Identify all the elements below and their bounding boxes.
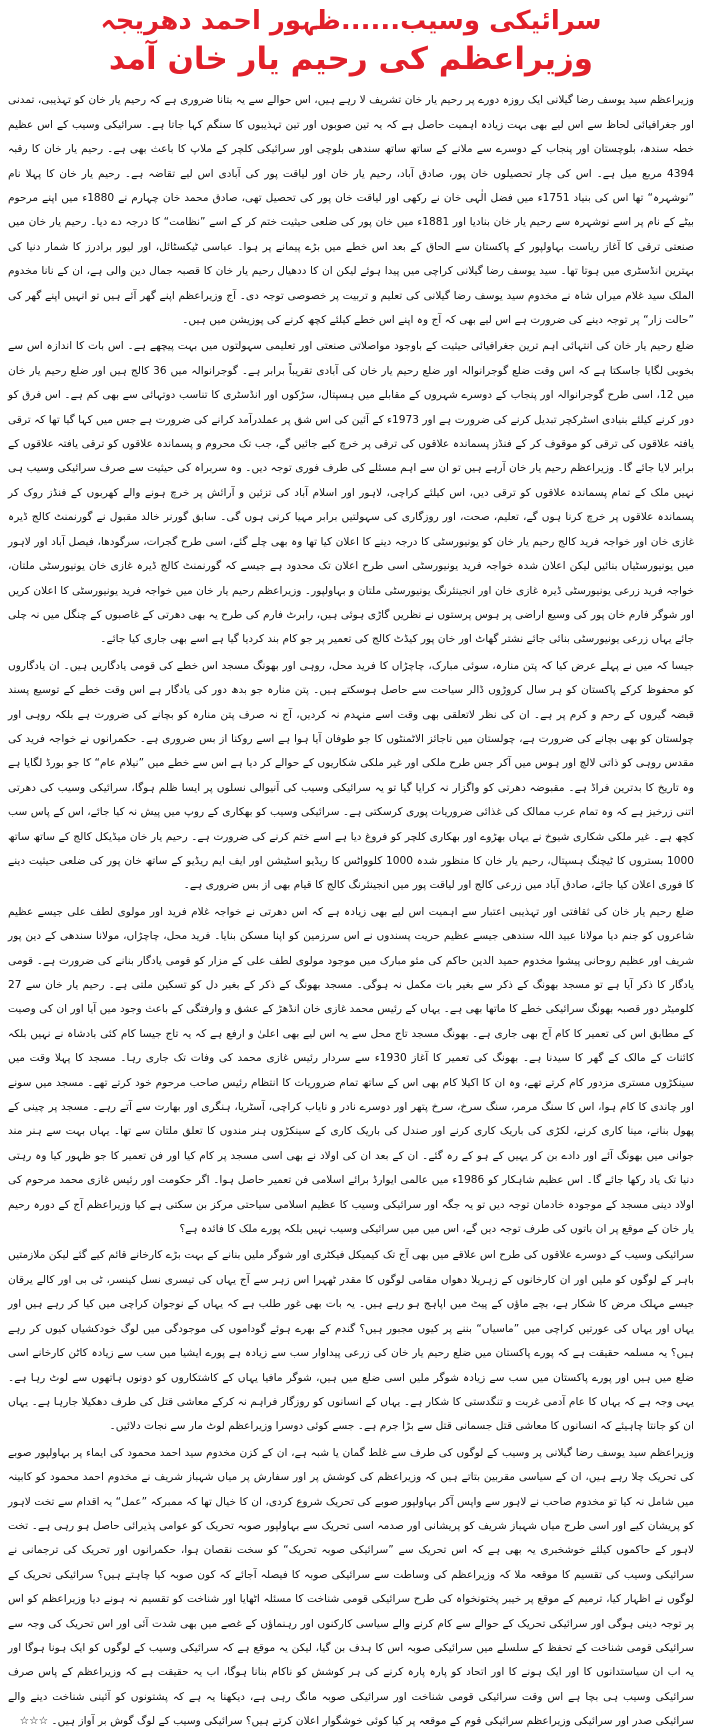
paragraph: وزیراعظم سید یوسف رضا گیلانی پر وسیب کے لوگوں کی طرف سے غلط گمان یا شبہ ہے، ان کے کزن مخدوم سید احمد محمود کی ایماء پر بہاولپور صوبے کی تحریک چلا رہے ہیں، ان کے سیاسی مقربین بتاتے ہیں کہ وزیراعظم کی کوشش پر اور سفارش پر میاں شہباز شریف نے مخدوم احمد محمود کو کابینہ میں شامل نہ کیا تو مخدوم صاحب نے لاہور سے واپس آکر بہاولپور صوبے کی تحریک شروع کردی، ان کا خیال تھا کہ ممبرکہ ”عمل“ یہ اقدام سے تخت لاہور کو پریشان کیے اور اسی طرح میاں شہباز شریف کو پریشانی اور صدمہ اسی تحریک سے بہاولپور صوبہ تحریک کو عوامی پذیرائی حاصل ہو رہی ہے۔ تخت لاہور کے حاکموں کیلئے خوشخبری یہ بھی ہے کہ اس تحریک سے ”سرائیکی صوبہ تحریک“ کو سخت نقصان ہوا، حکمرانوں اور تحریک کی ترجمانی نے سرائیکی وسیب کی تقسیم کا موقعہ ملا کہ وزیراعظم کی وساطت سے سرائیکی صوبہ کا فیصلہ آجائے کہ کون صوبہ کیا چاہتے ہیں؟ سرائیکی تحریک کے لوگوں نے اظہار کیا، ترمیم کے موقع پر خیبر پختونخواہ کی طرح سرائیکی قومی شناخت کا مسئلہ اٹھایا اور شناخت کو تقسیم نہ ہونے دیا وزیراعظم کو اس پر توجہ دینی ہوگی اور سرائیکی تحریک کے حوالے سے کام کرنے والے سیاسی کارکنوں اور رہنماؤں کے غصے میں بھی شدت آئی اور اس تحریک کی وجہ سے سرائیکی قومی شناخت کے تحفظ کے سلسلے میں سرائیکی صوبہ اس کا ہدف بن گیا، لیکن یہ موقع ہے کہ سرائیکی وسیب کے لوگوں کو ایک ہونا ہوگا اور یہ اب ان سیاستدانوں کا اور ایک ہونے کا اور اتحاد کو پارہ پارہ کرنے کی ہر کوشش کو ناکام بنانا ہوگا، اب یہ حقیقت ہے کہ وزیراعظم کے پاس صرف سرائیکی وسیب ہی بچا ہے اس وقت سرائیکی قومی شناخت اور سرائیکی صوبہ مانگ رہی ہے، دیکھنا یہ ہے کہ پشتونوں کو آئینی شناخت دینے والے سرائیکی صدر اور سرائیکی وزیراعظم سرائیکی قوم کے موقعہ پر کیا کوئی خوشگوار اعلان کرتے ہیں؟ سرائیکی وسیب کے لوگ گوش بر آواز ہیں۔ ☆☆☆	[8, 1446, 694, 1728]
paragraph: جیسا کہ میں نے پہلے عرض کیا کہ پتن منارہ، سوئی مبارک، چاچڑاں کا فرید محل، روہی اور بھونگ مسجد اس خطے کی قومی یادگاریں ہیں۔ ان یادگاروں کو محفوظ کرکے پاکستان کو ہر سال کروڑوں ڈالر سیاحت سے حاصل ہوسکتے ہیں۔ پتن منارہ جو بدھ دور کی یادگار ہے اس وقت خطے کے توسیع پسند قبضہ گیروں کے رحم و کرم پر ہے۔ ان کی نظر لاتعلقی بھی وقت اسے منہدم نہ کردیں، آج نہ صرف پتن منارہ کو بچانے کی ضرورت ہے بلکہ روہی اور چولستان کو بھی بچانے کی ضرورت ہے، چولستان میں ناجائز الاٹمنٹوں کا جو طوفان آیا ہوا ہے اسے روکنا از بس ضروری ہے۔ حکمرانوں نے خواجہ فرید کی مقدس روہی کو ذاتی لالچ اور ہوس میں آکر جس طرح ملکی اور غیر ملکی شکاریوں کے حوالے کر دیا ہے اس سے خطے میں ”نیلام عام“ کا جو بورڈ لگایا ہے وہ تاریخ کا بدترین فراڈ ہے۔ مقبوضہ دھرتی کو واگزار نہ کرایا گیا تو یہ سرائیکی وسیب کی آنیوالی نسلوں پر ایسا ظلم ہوگا، سرائیکی وسیب کی دھرتی اتنی زرخیز ہے کہ وہ تمام عرب ممالک کی غذائی ضروریات پوری کرسکتی ہے۔ سرائیکی وسیب کو بھکاری کے روپ میں پیش نہ کیا جائے، اس کے پاس سب کچھ ہے۔ غیر ملکی شکاری شیوخ نے یہاں بھڑوے اور بھکاری کلچر کو فروغ دیا ہے اسے ختم کرنے کی ضرورت ہے۔ رحیم یار خان میڈیکل کالج کے ساتھ ساتھ 1000 بستروں کا ٹیچنگ ہسپتال، رحیم یار خان کا منظور شدہ 1000 کلوواٹس کا ریڈیو اسٹیشن اور ایف ایم ریڈیو کے ساتھ خان پور کی ضلعی حیثیت دینے کا فوری اعلان کیا جائے، صادق آباد میں زرعی کالج اور لیاقت پور میں انجینئرنگ کالج کا قیام بھی از بس ضروری ہے۔	[8, 659, 694, 892]
article-title: وزیراعظم کی رحیم یار خان آمد	[108, 41, 594, 78]
paragraph: وزیراعظم سید یوسف رضا گیلانی ایک روزہ دورے پر رحیم یار خان تشریف لا رہے ہیں، اس حوالے سے یہ بتانا ضروری ہے کہ رحیم یار خان کو تہذیبی، تمدنی اور جغرافیائی لحاظ سے اس لیے بھی بہت زیادہ اہمیت حاصل ہے کہ یہ تین صوبوں اور تین تہذیبوں کا سنگم کہا جاتا ہے۔ سرائیکی وسیب کے اس عظیم خطہ سندھ، بلوچستان اور پنجاب کے دوسرے سے ملانے کے ساتھ ساتھ سندھی بلوچی اور سرائیکی کلچر کے ملاپ کا باعث بھی ہے۔ رحیم یار خان کا رقبہ 4394 مربع میل ہے۔ اس کی چار تحصیلوں خان پور، صادق آباد، رحیم یار خان اور لیاقت پور کی آبادی اس لیے تقاضہ ہے۔ رحیم یار خان کا پہلا نام ”نوشہرہ“ تھا اس کی بنیاد 1751ء میں فضل الٰہی خان نے رکھی اور لیاقت خان پور کی تحصیل تھی، صادق محمد خان چہارم نے 1880ء میں اپنے مرحوم بیٹے کے نام پر اسے نوشہرہ سے رحیم یار خان بنادیا اور 1881ء میں خان پور کی ضلعی حیثیت ختم کر کے اسے ”نظامت“ کا درجہ دے دیا۔ رحیم یار خان میں صنعتی ترقی کا آغاز ریاست بہاولپور کے پاکستان سے الحاق کے بعد اس خطے میں بڑے پیمانے پر ہوا۔ عباسی ٹیکسٹائل، اور لیور برادرز کا شمار دنیا کی بہترین انڈسٹری میں ہوتا تھا۔ سید یوسف رضا گیلانی کراچی میں پیدا ہوئے لیکن ان کا ددھیال رحیم یار خان کا قصبہ جمال دین والی ہے، ان کے نانا مخدوم الملک سید غلام میراں شاہ نے مخدوم سید یوسف رضا گیلانی کی تعلیم و تربیت پر خصوصی توجہ دی۔ آج وزیراعظم اپنے گھر آئے ہیں تو انہیں اپنے گھر کی ”حالت زار“ پر توجہ دینے کی ضرورت ہے اس لیے بھی کہ آج وہ اپنے اس خطے کیلئے کچھ کرنے کی پوزیشن میں ہیں۔	[8, 94, 694, 327]
article-body	[8, 88, 694, 1733]
paragraph: ضلع رحیم یار خان کی انتہائی اہم ترین جغرافیائی حیثیت کے باوجود مواصلاتی صنعتی اور تعلیمی سہولتوں میں بہت پیچھے ہے۔ اس بات کا اندازہ اس سے بخوبی لگایا جاسکتا ہے کہ اس وقت ضلع گوجرانوالہ اور ضلع رحیم یار خان کی آبادی تقریباً برابر ہے۔ گوجرانوالہ میں 36 کالج ہیں اور ضلع رحیم یار خان میں 12، اسی طرح گوجرانوالہ اور پنجاب کے دوسرے شہروں کے مقابلے میں ہسپتال، سڑکوں اور انڈسٹری کا تناسب دوتہائی سے بھی کم ہے۔ اس فرق کو دور کرنے کیلئے بنیادی اسٹرکچر تبدیل کرنے کی ضرورت ہے اور 1973ء کے آئین کی اس شق پر عملدرآمد کرانے کی ضرورت ہے جس میں کہا گیا تھا کہ ترقی یافتہ علاقوں کی ترقی کو موقوف کر کے فنڈز پسماندہ علاقوں کی ترقی پر خرچ کیے جائیں گے، جب تک محروم و پسماندہ علاقوں کو ترقی یافتہ علاقوں کے برابر لایا جائے گا۔ وزیراعظم رحیم یار خان آرہے ہیں تو ان سے اہم مسئلے کی طرف فوری توجہ دیں۔ وہ سربراہ کی حیثیت سے صرف سرائیکی وسیب ہی نہیں ملک کے تمام پسماندہ علاقوں کو ترقی دیں، اس کیلئے کراچی، لاہور اور اسلام آباد کی تزئین و آرائش پر خرچ ہونے والے کھربوں کے فنڈز روک کر پسماندہ علاقوں پر خرچ کرنا ہوں گے، تعلیم، صحت، اور روزگاری کی سہولتیں برابر مہیا کرنی ہوں گی۔ سابق گورنر خالد مقبول نے گورنمنٹ کالج ڈیرہ غازی خان اور خواجہ فرید کالج رحیم یار خان کو یونیورسٹی کا درجہ دینے کا اعلان کیا تھا وہ بھی چلے گئے، اسی طرح گجرات، سرگودھا، فیصل آباد اور لاہور میں یونیورسٹیاں بنائیں لیکن اعلان شدہ خواجہ فرید یونیورسٹی اسی طرح اعلان تک محدود ہے جیسے کہ گورنمنٹ کالج ڈیرہ غازی خان یونیورسٹی ملتان، خواجہ فرید زرعی یونیورسٹی ڈیرہ غازی خان اور انجینئرنگ یونیورسٹی ملتان و بہاولپور۔ وزیراعظم رحیم یار خان میں خواجہ فرید یونیورسٹی کا اعلان کریں اور شوگر فارم خان پور کی وسیع اراضی پر ہوس پرستوں نے نظریں گاڑی ہوئی ہیں، رابرٹ فارم کی طرح یہ بھی دھرتی کے غاصبوں کے چنگل میں نہ چلی جائے یہاں زرعی یونیورسٹی بنائی جائے نشتر گھاٹ اور خان پور کیڈٹ کالج کی تعمیر پر جو کام بند کردیا گیا ہے اسے بھی جاری کیا جائے۔	[8, 340, 694, 646]
paragraph: ضلع رحیم یار خان کی ثقافتی اور تہذیبی اعتبار سے اہمیت اس لیے بھی زیادہ ہے کہ اس دھرتی نے خواجہ غلام فرید اور مولوی لطف علی جیسے عظیم شاعروں کو جنم دیا مولانا عبید اللہ سندھی جیسے عظیم حریت پسندوں نے اس سرزمین کو اپنا مسکن بنایا۔ فرید محل، چاچڑاں، مولانا سندھی کے دین پور شریف اور عظیم روحانی پیشوا مخدوم حمید الدین حاکم کی مئو مبارک میں موجود مولوی لطف علی کے مزار کو قومی یادگار بنانے کی ضرورت ہے۔ قومی یادگار کا ذکر آیا ہے تو مسجد بھونگ کے ذکر سے بغیر بات مکمل نہ ہوگی۔ مسجد بھونگ کے ذکر کے بغیر دل کو تسکین ملتی ہے۔ رحیم یار خان سے 27 کلومیٹر دور قصبہ بھونگ سرائیکی خطے کا ماتھا بھی ہے۔ یہاں کے رئیس محمد غازی خان انڈھڑ کے عشق و وارفتگی کے باعث وجود میں آیا اور ان کی وصیت کے مطابق اس کی تعمیر کا کام آج بھی جاری ہے۔ بھونگ مسجد تاج محل سے یہ اس لیے بھی اعلیٰ و ارفع ہے کہ یہ تاج جیسا کام کئی بادشاہ نے نہیں بلکہ کائنات کے مالک کے گھر کا سیدنا ہے۔ بھونگ کی تعمیر کا آغاز 1930ء سے سردار رئیس غازی محمد کی وفات تک جاری رہا۔ مسجد کا پہلا وقت میں سینکڑوں مستری مزدور کام کرتے تھے، وہ ان کا اکیلا کام بھی اس کے ساتھ تمام ضروریات کا انتظام رئیس صاحب مرحوم خود کرتے تھے۔ مسجد میں سونے اور چاندی کا کام ہوا، اس کا سنگ مرمر، سنگ سرخ، سرخ پتھر اور دوسرے نادر و نایاب کراچی، آسٹریا، ہنگری اور بھارت سے آتے رہے۔ مسجد پر چینی کے پھول بنانے، مینا کاری کرنے، لکڑی کی باریک کاری کرنے اور صندل کی باریک کاری کے سینکڑوں ہنر مندوں کا تعلق ملتان سے تھا۔ یہاں بہت سے ہنر مند جوانی میں بھونگ آئے اور دادے بن کر یہیں کے ہو کے رہ گئے۔ ان کے بعد ان کی اولاد نے بھی اسی مسجد پر کام کیا اور فن تعمیر کا جو ظہور کیا وہ رہتی دنیا تک یاد رکھا جائے گا۔ اس عظیم شاہکار کو 1986ء میں عالمی ایوارڈ برائے اسلامی فن تعمیر حاصل ہوا۔ اگر حکومت اور رئیس غازی محمد مرحوم کی اولاد دینی مسجد کے موجودہ خادمان توجہ دیں تو یہ جگہ اور سرائیکی وسیب کا عظیم اسلامی سیاحتی مرکز بن سکتی ہے کیا وزیراعظم آج کے دورہ رحیم یار خان کے موقع پر ان باتوں کی طرف توجہ دیں گے، اس میں میں سرائیکی وسیب نہیں بلکہ پورے ملک کا فائدہ ہے؟	[8, 905, 694, 1236]
column-byline: سرائیکی وسیب......ظہور احمد دھریجہ	[100, 6, 602, 36]
paragraph: سرائیکی وسیب کے دوسرے علاقوں کی طرح اس علاقے میں بھی آج تک کیمیکل فیکٹری اور شوگر ملیں بنانے کے بہت بڑے کارخانے قائم کیے گئے لیکن ملازمتیں باہر کے لوگوں کو ملیں اور ان کارخانوں کے زہریلا دھواں مقامی لوگوں کا مقدر ٹھہرا اس زہر سے آج یہاں کی تیسری نسل کینسر، ٹی بی اور کالے یرقان جیسے مہلک مرض کا شکار ہے، بچے ماؤں کے پیٹ میں اپاہج ہو رہے ہیں۔ یہ بات بھی غور طلب ہے کہ یہاں کے نوجوان کراچی میں کیا کر رہے ہیں اور یہاں اور یہاں کی عورتیں کراچی میں ”ماسیاں“ بننے پر کیوں مجبور ہیں؟ گندم کے بھرے ہوئے گوداموں کی موجودگی میں لوگ خودکشیاں کیوں کر رہے ہیں؟ یہ مسلمہ حقیقت ہے کہ پورے پاکستان میں ضلع رحیم یار خان کی زرعی پیداوار سب سے زیادہ ہے پورے ایشیا میں سب سے زیادہ کاٹن کارخانے اسی ضلع میں ہیں اور پورے پاکستان میں سب سے زیادہ شوگر ملیں اسی ضلع میں ہیں، شوگر مافیا یہاں کے کاشتکاروں کو دونوں ہاتھوں سے لوٹ رہا ہے۔ یہی وجہ ہے کہ یہاں کا عام آدمی غربت و تنگدستی کا شکار ہے۔ یہاں کے انسانوں کو روزگار فراہم نہ کرکے معاشی قتل کی طرف دھکیلا جارہا ہے۔ یہاں ان کو جانتا چاہیئے کہ انسانوں کا معاشی قتل جسمانی قتل سے بڑا جرم ہے۔ جسے کوئی دوسرا وزیراعظم لوٹ مار سے نجات دلائیں۔	[8, 1249, 694, 1433]
